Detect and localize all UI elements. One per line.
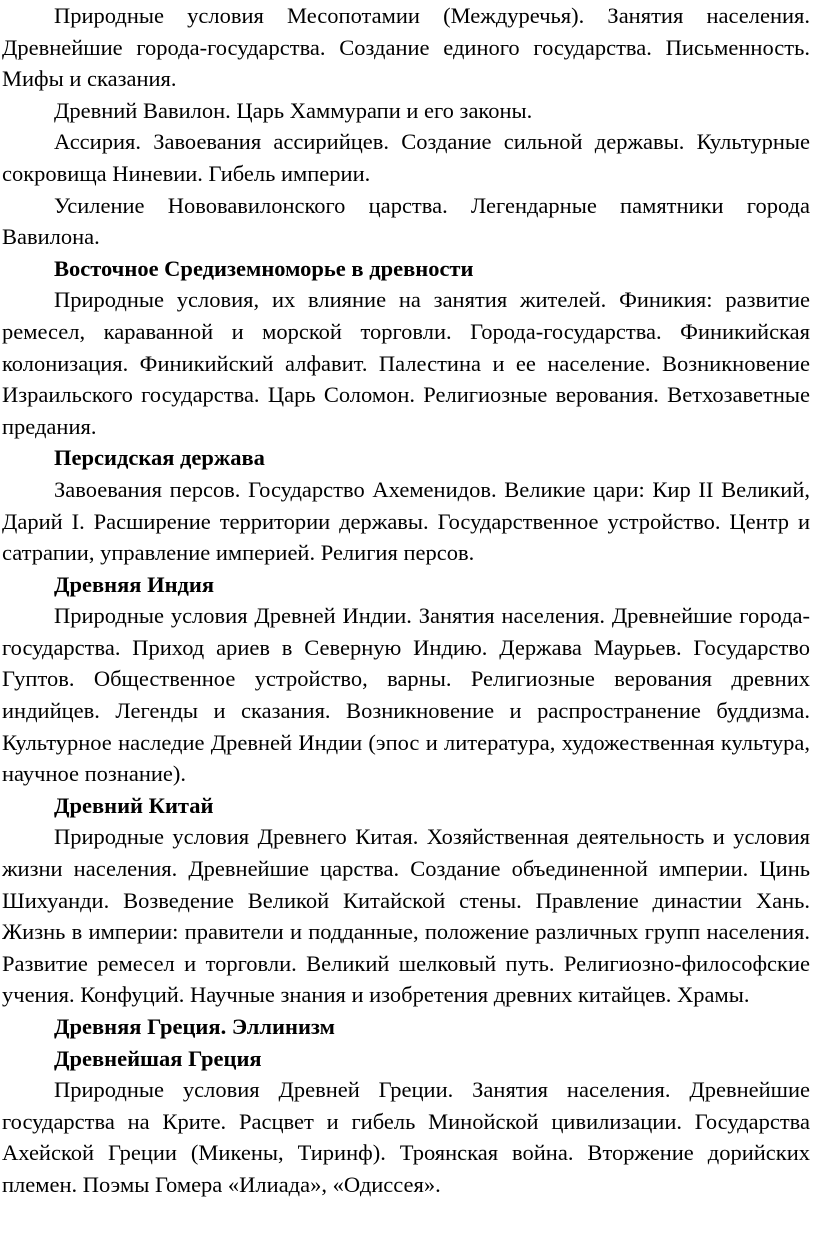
paragraph-babylon: Древний Вавилон. Царь Хаммурапи и его законы. xyxy=(54,97,533,123)
paragraph-ancient-china: Природные условия Древнего Китая. Хозяйственная деятельность и условия жизни населения. Древнейшие царства. Создание объединенной империи. Цинь Шихуанди. Возведение Великой Китайской стены. Правление династии Хань. Жизнь в империи: правители и подданные, положение различных групп населения. Развитие ремесел и торговли. Великий шелковый путь. Религиозно-философские учения. Конфуций. Научные знания и изобретения древних китайцев. Храмы. xyxy=(2,824,810,1008)
heading-ancient-india: Древняя Индия xyxy=(54,571,215,597)
heading-eastern-mediterranean: Восточное Средиземноморье в древности xyxy=(54,255,474,281)
paragraph-assyria: Ассирия. Завоевания ассирийцев. Создание сильной державы. Культурные сокровища Ниневии. Гибель империи. xyxy=(2,129,810,186)
heading-persian-empire: Персидская держава xyxy=(54,445,265,471)
heading-ancient-greece-hellenism: Древняя Греция. Эллинизм xyxy=(54,1014,335,1039)
paragraph-ancient-india: Природные условия Древней Индии. Занятия населения. Древнейшие города-государства. Приход ариев в Северную Индию. Держава Маурьев. Государство Гуптов. Общественное устройство, варны. Религиозные верования древних индийцев. Легенды и сказания. Возникновение и распространение буддизма. Культурное наследие Древней Индии (эпос и литература, художественная культура, научное познание). xyxy=(2,603,810,787)
paragraph-earliest-greece: Природные условия Древней Греции. Занятия населения. Древнейшие государства на Крите. Расцвет и гибель Минойской цивилизации. Государства Ахейской Греции (Микены, Тиринф). Троянская война. Вторжение дорийских племен. Поэмы Гомера «Илиада», «Одиссея». xyxy=(2,1077,810,1197)
paragraph-persian-empire: Завоевания персов. Государство Ахеменидов. Великие цари: Кир II Великий, Дарий I. Расширение территории державы. Государственное устройство. Центр и сатрапии, управление империей. Религия персов. xyxy=(2,476,810,566)
paragraph-eastern-mediterranean: Природные условия, их влияние на занятия жителей. Финикия: развитие ремесел, караванной и морской торговли. Города-государства. Финикийская колонизация. Финикийский алфавит. Палестина и ее население. Возникновение Израильского государства. Царь Соломон. Религиозные верования. Ветхозаветные предания. xyxy=(2,287,810,439)
paragraph-mesopotamia: Природные условия Месопотамии (Междуречья). Занятия населения. Древнейшие города-государства. Создание единого государства. Письменность. Мифы и сказания. xyxy=(2,3,810,92)
heading-ancient-china: Древний Китай xyxy=(54,792,214,818)
heading-earliest-greece: Древнейшая Греция xyxy=(54,1045,262,1071)
paragraph-neo-babylon: Усиление Нововавилонского царства. Легендарные памятники города Вавилона. xyxy=(2,192,810,250)
